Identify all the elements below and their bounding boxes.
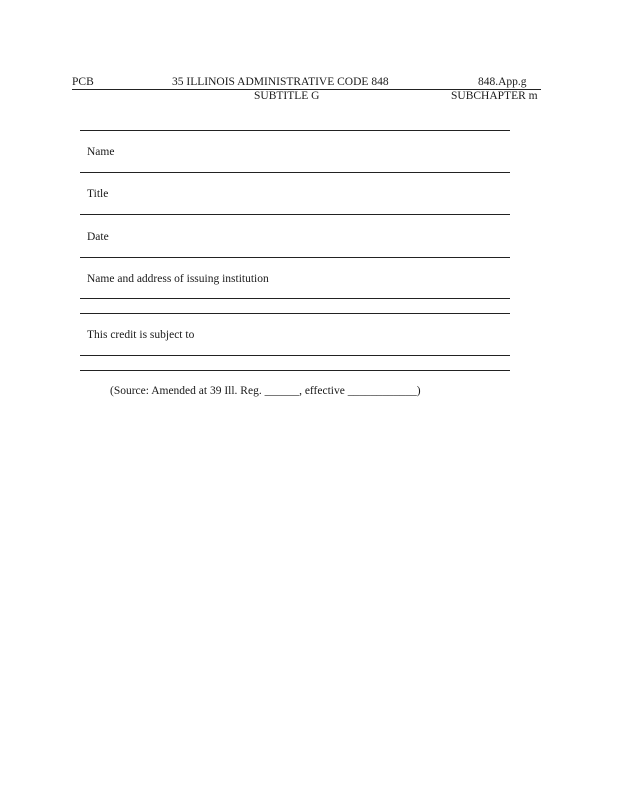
form-rule bbox=[80, 298, 510, 299]
form-rule bbox=[80, 370, 510, 371]
source-note: (Source: Amended at 39 Ill. Reg. ______, effective ____________) bbox=[110, 385, 421, 397]
field-label-subject-to: This credit is subject to bbox=[87, 329, 195, 341]
field-label-title: Title bbox=[87, 188, 109, 200]
field-label-name: Name bbox=[87, 146, 115, 158]
header-subtitle: SUBTITLE G bbox=[254, 90, 320, 102]
header-code-title: 35 ILLINOIS ADMINISTRATIVE CODE 848 bbox=[172, 76, 389, 88]
form-rule bbox=[80, 130, 510, 131]
header-subchapter: SUBCHAPTER m bbox=[451, 90, 538, 102]
form-rule bbox=[80, 172, 510, 173]
header-agency: PCB bbox=[72, 76, 94, 88]
form-rule bbox=[80, 313, 510, 314]
form-rule bbox=[80, 257, 510, 258]
field-label-date: Date bbox=[87, 231, 109, 243]
form-rule bbox=[80, 355, 510, 356]
header-section: 848.App.g bbox=[478, 76, 527, 88]
field-label-issuing-institution: Name and address of issuing institution bbox=[87, 273, 269, 285]
form-rule bbox=[80, 214, 510, 215]
